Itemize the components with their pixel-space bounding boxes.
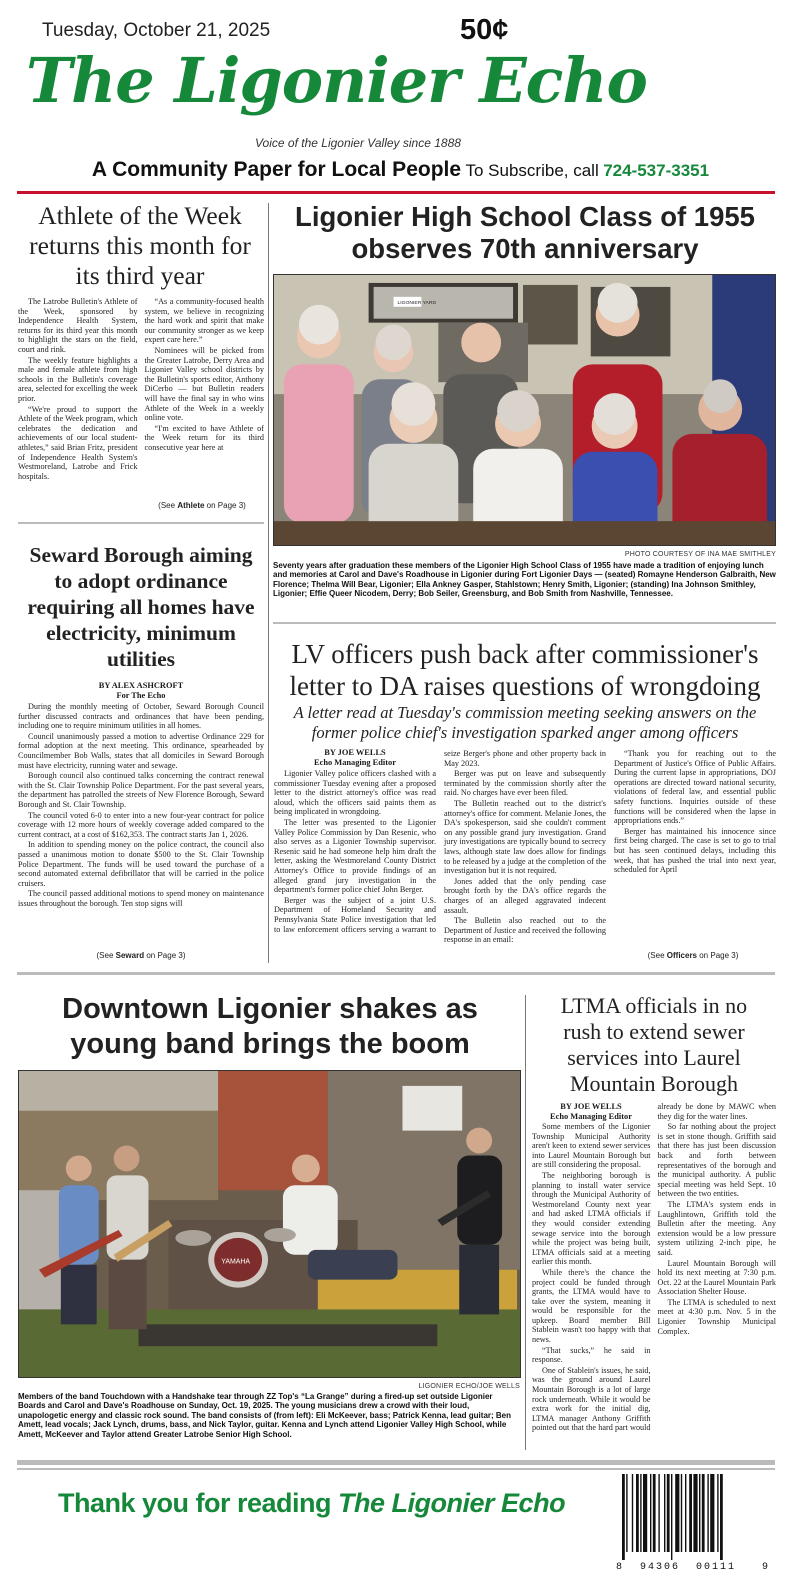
ltma-paragraph: So far nothing about the project is set in stone though. Griffith said that there has just been discussion back and forth between representatives of the borough and the municipal authority. A public special meeting was held Sept. 10 between the two entities. — [657, 1122, 776, 1199]
officers-headline: LV officers push back after commissioner's letter to DA raises questions of wrongdoing — [289, 639, 761, 701]
column-divider — [525, 995, 526, 1450]
seward-paragraph: In addition to spending money on the police contract, the council also passed a unanimous motion to donate $500 to the St. Clair Township Police Department. The funds will be used toward the purchase of a second automated external defibrillator that will be carried in the police cruisers. — [18, 840, 264, 888]
ltma-paragraph: The LTMA's system ends in Laughlintown, Griffith told the Bulletin after the meeting. Any extension would be a low pressure system utilizing 2-inch pipe, he said. — [657, 1199, 776, 1257]
officers-paragraph: The letter was presented to the Ligonier Valley Police Commission by Dan Resenic, who also serves as a Ligonier Township supervisor. Resenic said he had someone help him draft the letter, asking the Westmoreland County District Attorney's Office to provide findings of an alleged grand jury investigation in the department's former police chief John Berger. — [274, 817, 436, 895]
divider — [273, 622, 776, 624]
ltma-paragraph: While there's the chance the project could be funded through grants, the LTMA would have to take over the system, meaning it would be responsible for the upkeep. Board member Bill Stablein wasn't too happy with that news. — [532, 1267, 651, 1345]
ltma-paragraph: “That sucks,” he said in response. — [532, 1345, 651, 1365]
footer-rule-thin — [17, 1468, 775, 1470]
barcode-bar — [685, 1474, 686, 1552]
barcode-bar — [707, 1474, 708, 1552]
officers-paragraph: “Thank you for reaching out to the Department of Justice's Office of Public Affairs. During the current lapse in appropriations, DOJ operations are directed toward national security, violations of federal law, and essential public safety functions. Inquiries outside of these functions will be considered when the lapse in appropriations ends.” — [614, 749, 776, 826]
barcode-bar — [653, 1474, 656, 1552]
barcode-bar — [693, 1474, 697, 1552]
class1955-caption: Seventy years after graduation these members of the Ligonier High School Class of 1955 have made a tradition of enjoying lunch and memories at Carol and Dave's Roadhouse in Ligonier during Fort Ligonier Days — (seated) Romayne Henderson Galbraith, New Florence; Thelma Will Bear, Ligonier; Ella Ankney Gasper, Stahlstown; Henry Smith, Ligonier; (standing) Ina Johnson Smithley, Ligonier; Effie Queer Nicodem, Derry; Bob Seiler, Greensburg, and Bob Smith from Nashville, Tennessee. — [273, 561, 776, 599]
footer-rule — [17, 1460, 775, 1465]
issue-date: Tuesday, October 21, 2025 — [42, 20, 271, 41]
byline-spacer — [274, 749, 436, 769]
athlete-jump-line[interactable]: (See Athlete on Page 3) — [158, 501, 246, 510]
band-caption: Members of the band Touchdown with a Handshake tear through ZZ Top's “La Grange” during a fired-up set outside Ligonier Boards and Carol and Dave's Roadhouse on Sunday, Oct. 19, 2025. The young musicians drew a crowd with their loud, unapologetic energy and classic rock sound. The band consists of (from left): Eli McKeever, bass; Patrick Kenna, lead guitar; Ben Amett, lead vocals; Jack Lynch, drums, bass, and Nick Taylor, guitar. Kenna and Lynch attend Ligonier Valley High School, while Amett, McKeever and Taylor attend Greater Latrobe Senior High School. — [18, 1392, 512, 1439]
barcode-bar — [675, 1474, 679, 1552]
masthead-tagline-row — [0, 158, 801, 182]
section-divider — [17, 972, 775, 975]
barcode-bar — [650, 1474, 651, 1552]
officers-jump-line[interactable]: (See Officers on Page 3) — [647, 951, 739, 960]
subscribe-text: To Subscribe, call — [465, 161, 599, 180]
ltma-paragraph: Some members of the Ligonier Township Municipal Authority aren't keen to extend sewer services into Laurel Mountain Borough but are still considering the proposal. — [532, 1122, 651, 1170]
group-photo-illustration — [274, 275, 775, 545]
column-divider — [268, 203, 269, 963]
seward-paragraph: Council unanimously passed a motion to advertise Ordinance 229 for formal adoption at the next meeting. This ordinance, spearheaded by Councilmember Bob Walls, states that all domiciles in Seward Borough must have electricity, running water and sewage. — [18, 731, 264, 770]
class1955-headline: Ligonier High School Class of 1955 observes 70th anniversary — [295, 201, 755, 264]
officers-paragraph: Berger was put on leave and subsequently terminated by the commission shortly after the raid. No charges have ever been filed. — [444, 769, 606, 798]
barcode-bar — [632, 1474, 633, 1552]
officers-body — [274, 749, 776, 945]
drum-brand-text: YAMAHA — [221, 1258, 251, 1266]
ltma-paragraph: The LTMA is scheduled to next meet at 4:30 p.m. Nov. 5 in the Ligonier Township Municipal Complex. — [657, 1297, 776, 1336]
seward-headline: Seward Borough aiming to adopt ordinance requiring all homes have electricity, minimum utilities — [27, 543, 255, 671]
seward-paragraph: The council voted 6-0 to enter into a new four-year contract for police coverage with 12 more hours of weekly coverage added compared to the current contract, at a cost of $162,353. The contract starts Jan 1, 2026. — [18, 810, 264, 839]
barcode-bar — [626, 1474, 627, 1552]
ltma-paragraph: Laurel Mountain Borough will hold its next meeting at 7:30 p.m. Oct. 22 at the Laurel Mountain Park Association Shelter House. — [657, 1258, 776, 1297]
footer-paper-name: The Ligonier Echo — [338, 1488, 566, 1518]
barcode-bar — [643, 1474, 647, 1552]
barcode-bar — [658, 1474, 659, 1552]
barcode-bar — [667, 1474, 670, 1552]
ltma-body — [532, 1102, 776, 1446]
ltma-headline: LTMA officials in no rush to extend sewer services into Laurel Mountain Borough — [560, 993, 748, 1096]
barcode-bar — [689, 1474, 692, 1552]
seward-body — [18, 702, 264, 946]
athlete-paragraph: The Latrobe Bulletin's Athlete of the Week, sponsored by Independence Health System, returns for its third year this month to highlight the stars on the field, court and rink. — [18, 297, 138, 354]
barcode-bar — [671, 1474, 672, 1560]
athlete-body — [18, 297, 264, 497]
masthead-rule — [17, 191, 775, 194]
class1955-photo[interactable] — [273, 274, 776, 546]
barcode-bar — [681, 1474, 682, 1552]
band-headline: Downtown Ligonier shakes as young band brings the boom — [62, 993, 478, 1060]
barcode-bar — [636, 1474, 639, 1552]
ltma-byline: BY JOE WELLS Echo Managing Editor — [550, 1102, 632, 1121]
barcode-bar — [702, 1474, 705, 1552]
subscribe-phone[interactable]: 724-537-3351 — [603, 161, 710, 180]
byline-spacer — [532, 1102, 651, 1122]
barcode-bar — [699, 1474, 700, 1552]
athlete-paragraph: “As a community-focused health system, we believe in recognizing the hard work and spirit that make our community stronger as we keep expert care here.” — [144, 297, 264, 345]
photo-sign-text: LIGONIER YARD — [397, 300, 437, 306]
officers-subhead: A letter read at Tuesday's commission meeting seeking answers on the former police chief's investigation sparked anger among officers — [293, 703, 757, 742]
athlete-paragraph: Nominees will be picked from the Greater Latrobe, Derry Area and Ligonier Valley school districts by the Bulletin's sports editor, Anthony DiCerbo — but Bulletin readers will have the final say in who wins Athlete of the Week in a weekly online vote. — [144, 345, 264, 423]
class1955-photo-credit: PHOTO COURTESY OF INA MAE SMITHLEY — [624, 551, 776, 558]
officers-paragraph: Ligonier Valley police officers clashed with a commissioner Tuesday evening after a proposed letter to the district attorney's office was read aloud, which the officers said paints them as being implicated in wrongdoing. — [274, 769, 436, 817]
band-photo-credit: LIGONIER ECHO/JOE WELLS — [418, 1383, 520, 1390]
barcode-bar — [717, 1474, 718, 1552]
officers-paragraph: Berger has maintained his innocence since first being charged. The case is set to go to trial but has seen continued delays, including this week, that has pushed the trial into next year, scheduled for April — [614, 826, 776, 875]
seward-jump-line[interactable]: (See Seward on Page 3) — [96, 951, 186, 960]
athlete-paragraph: “I'm excited to have Athlete of the Week return for its third consecutive year here at — [144, 423, 264, 452]
band-photo[interactable] — [18, 1070, 521, 1378]
masthead-title: The Ligonier Echo — [26, 44, 647, 117]
barcode-bars — [612, 1472, 774, 1560]
barcode-bar — [640, 1474, 641, 1552]
officers-paragraph: Berger was the subject of a joint U.S. Department of Homeland Security and Pennsylvania State Police investigation that led to law enforcement officers serving a warrant to seize Berger's phone and other property back in May 2023. — [274, 749, 606, 934]
barcode: 8 94306 00111 9 — [612, 1472, 774, 1580]
officers-paragraph: Jones added that the only pending case brought forth by the DA's office regards the charges of an alleged aggravated indecent assault. — [444, 876, 606, 915]
band-photo-illustration — [19, 1071, 520, 1377]
ltma-paragraph: One of Stablein's issues, he said, was the ground around Laurel Mountain Borough is a lot of large rock underneath. While it would be extra work for the initial dig, LTMA manager Anthony Griffith pointed out that the hard part would already be done by MAWC when they dig for the water lines. — [532, 1102, 776, 1433]
seward-byline: BY ALEX ASHCROFT For The Echo — [98, 681, 184, 700]
issue-price: 50¢ — [460, 14, 509, 46]
barcode-bar — [622, 1474, 625, 1560]
athlete-paragraph: “We're proud to support the Athlete of the Week program, which celebrates the dedication and achievements of our local student-athletes,” said Brian Fritz, president of Independence Health System's Westmoreland, Latrobe and Frick hospitals. — [18, 404, 138, 481]
athlete-headline: Athlete of the Week returns this month for its third year — [29, 201, 251, 290]
masthead-motto: Voice of the Ligonier Valley since 1888 — [255, 136, 461, 150]
divider — [18, 522, 264, 524]
officers-paragraph: The Bulletin also reached out to the Department of Justice and received the following response in an email: — [444, 916, 606, 945]
officers-paragraph: The Bulletin reached out to the district's attorney's office for comment. Melanie Jones, the DA's spokesperson, said she couldn't comment on any possible grand jury investigation. Grand jury investigations are typically bound to secrecy laws, although state law does allow for findings to be released by a judge at the completion of the investigation but it is not required. — [444, 798, 606, 876]
seward-paragraph: The council passed additional motions to spend money on maintenance issues throughout the borough. Ten stop signs will — [18, 889, 264, 908]
officers-byline: BY JOE WELLS Echo Managing Editor — [314, 748, 396, 767]
ltma-paragraph: The neighboring borough is planning to install water service through the Municipal Authority of Westmoreland County next year and had asked LTMA officials if they would consider extending sewage service into the borough while the project was being built, LTMA officials said at a meeting earlier this month. — [532, 1170, 651, 1267]
footer-thanks: Thank you for reading The Ligonier Echo — [58, 1488, 566, 1518]
barcode-bar — [710, 1474, 714, 1552]
athlete-paragraph: The weekly feature highlights a male and female athlete from high schools in the Bulletin's coverage area, selected for excelling the week prior. — [18, 355, 138, 403]
barcode-bar — [720, 1474, 723, 1560]
masthead-tagline: A Community Paper for Local People — [91, 158, 462, 181]
barcode-bar — [664, 1474, 665, 1552]
seward-paragraph: Borough council also continued talks concerning the contract renewal with the St. Clair Township Police Department. For the past several years, the department has patrolled the streets of New Florence Borough, Seward Borough and St. Clair Township. — [18, 771, 264, 809]
seward-paragraph: During the monthly meeting of October, Seward Borough Council further discussed contracts and ordinances that have been pending, including one to require minimum utilities in all homes. — [18, 702, 264, 731]
